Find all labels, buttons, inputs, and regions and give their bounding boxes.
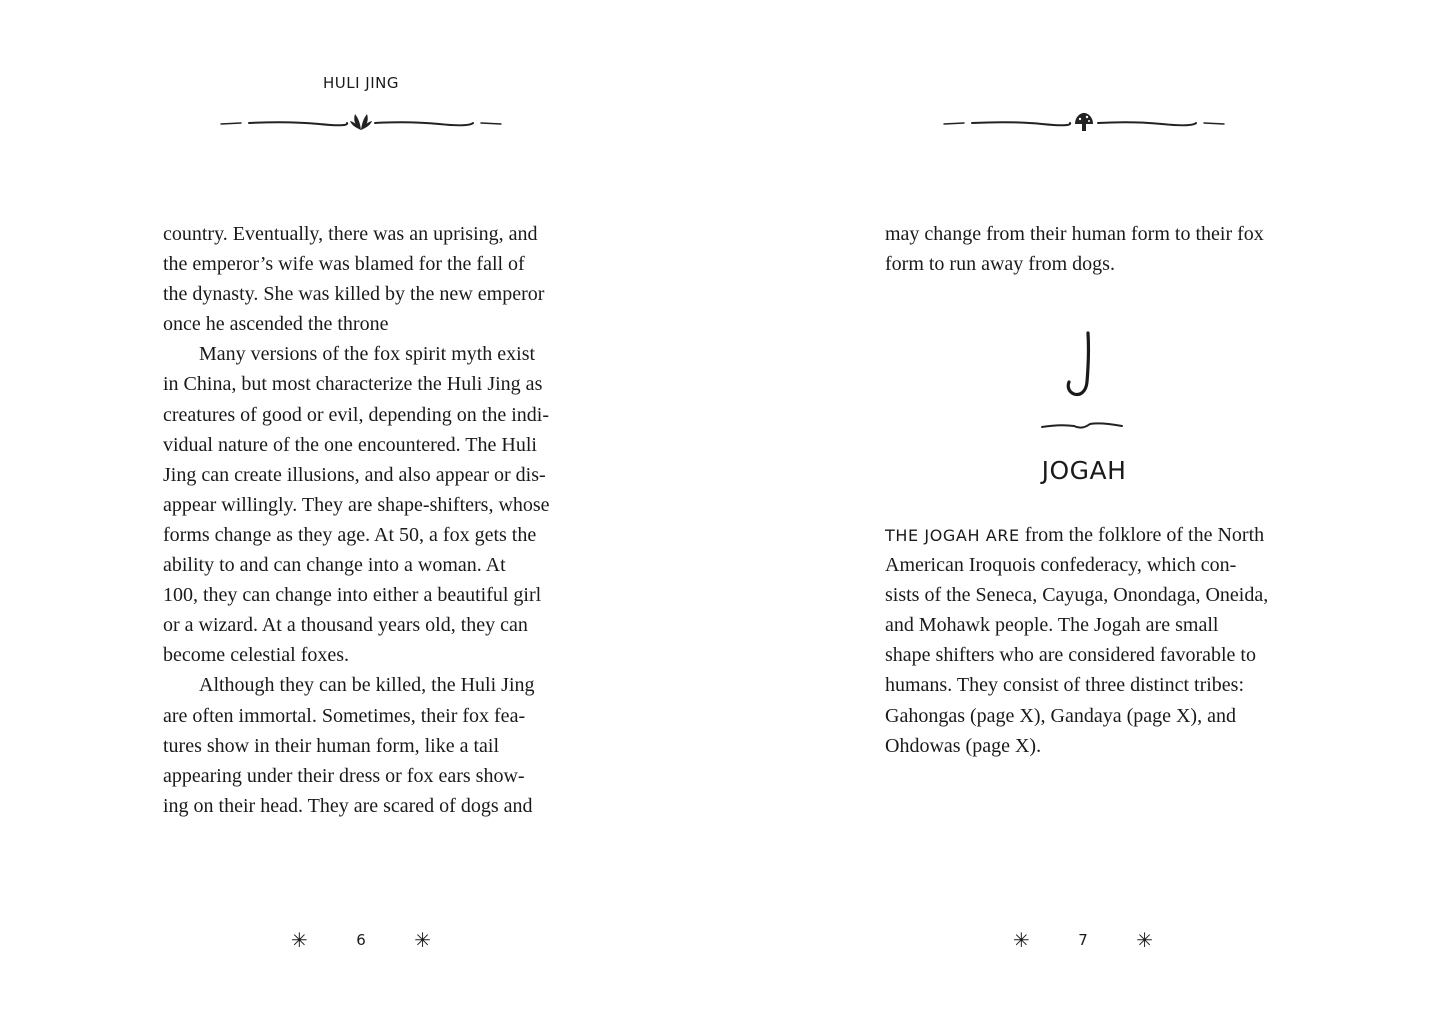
asterisk-icon: ✳	[1013, 928, 1030, 952]
text-line: creatures of good or evil, depending on the indi-	[163, 403, 549, 426]
left-page	[0, 0, 722, 1011]
left-body-text	[163, 219, 563, 821]
text-line: may change from their human form to their fox	[885, 223, 1264, 245]
text-line: appear willingly. They are shape-shifters, whose	[163, 493, 550, 516]
page-number: 6	[356, 931, 366, 949]
running-head	[219, 74, 503, 92]
entry-lead-in: THE JOGAH ARE	[885, 526, 1020, 545]
text-line	[885, 520, 1295, 550]
running-head-text: HULI JING	[323, 74, 399, 92]
text-line: Gahongas (page X), Gandaya (page X), and	[885, 704, 1236, 727]
asterisk-icon: ✳	[1136, 928, 1153, 952]
text-line: the dynasty. She was killed by the new emperor	[163, 283, 545, 306]
text-line: country. Eventually, there was an uprising, and	[163, 223, 538, 245]
text-line: tures show in their human form, like a tail	[163, 734, 500, 757]
page-folio	[291, 930, 431, 950]
text-line: once he ascended the throne	[163, 313, 389, 336]
text-line: 100, they can change into either a beautiful girl	[163, 584, 542, 607]
page-number: 7	[1078, 931, 1088, 949]
text-line: the emperor’s wife was blamed for the fall of	[163, 253, 525, 276]
mushroom-ornament-icon	[942, 110, 1226, 136]
text-line: or a wizard. At a thousand years old, they can	[163, 614, 528, 637]
text-line: and Mohawk people. The Jogah are small	[885, 614, 1219, 637]
text-line: humans. They consist of three distinct tribes:	[885, 674, 1245, 697]
swash-divider-icon	[1040, 418, 1124, 434]
text-line: ability to and can change into a woman. At	[163, 554, 506, 577]
text-line: Jing can create illusions, and also appear or dis-	[163, 463, 546, 486]
text-line: forms change as they age. At 50, a fox gets the	[163, 523, 537, 546]
lotus-ornament-icon	[219, 110, 503, 136]
right-page	[722, 0, 1444, 1011]
text-line: vidual nature of the one encountered. The Huli	[163, 433, 537, 456]
text-line: sists of the Seneca, Cayuga, Onondaga, Oneida,	[885, 584, 1269, 607]
text-line: form to run away from dogs.	[885, 253, 1115, 276]
text-line: in China, but most characterize the Huli Jing as	[163, 373, 543, 396]
section-letter	[1058, 330, 1108, 402]
text-line: Although they can be killed, the Huli Jing	[199, 674, 535, 697]
section-letter-glyph	[1058, 330, 1108, 402]
text-line: appearing under their dress or fox ears show-	[163, 764, 525, 787]
asterisk-icon: ✳	[291, 928, 308, 952]
text-line: are often immortal. Sometimes, their fox fea-	[163, 704, 526, 727]
text-line: become celestial foxes.	[163, 644, 350, 667]
text-line: shape shifters who are considered favorable to	[885, 644, 1256, 667]
text-line: Many versions of the fox spirit myth exist	[199, 343, 536, 366]
entry-body-text	[885, 520, 1295, 761]
entry-title: JOGAH	[1041, 456, 1127, 485]
page-folio	[1013, 930, 1153, 950]
text-line: ing on their head. They are scared of dogs and	[163, 794, 533, 817]
asterisk-icon: ✳	[414, 928, 431, 952]
continuation-text	[885, 219, 1295, 279]
entry-line-rest: from the folklore of the North	[1019, 524, 1265, 546]
text-line: American Iroquois confederacy, which con-	[885, 554, 1237, 577]
text-line: Ohdowas (page X).	[885, 734, 1042, 757]
